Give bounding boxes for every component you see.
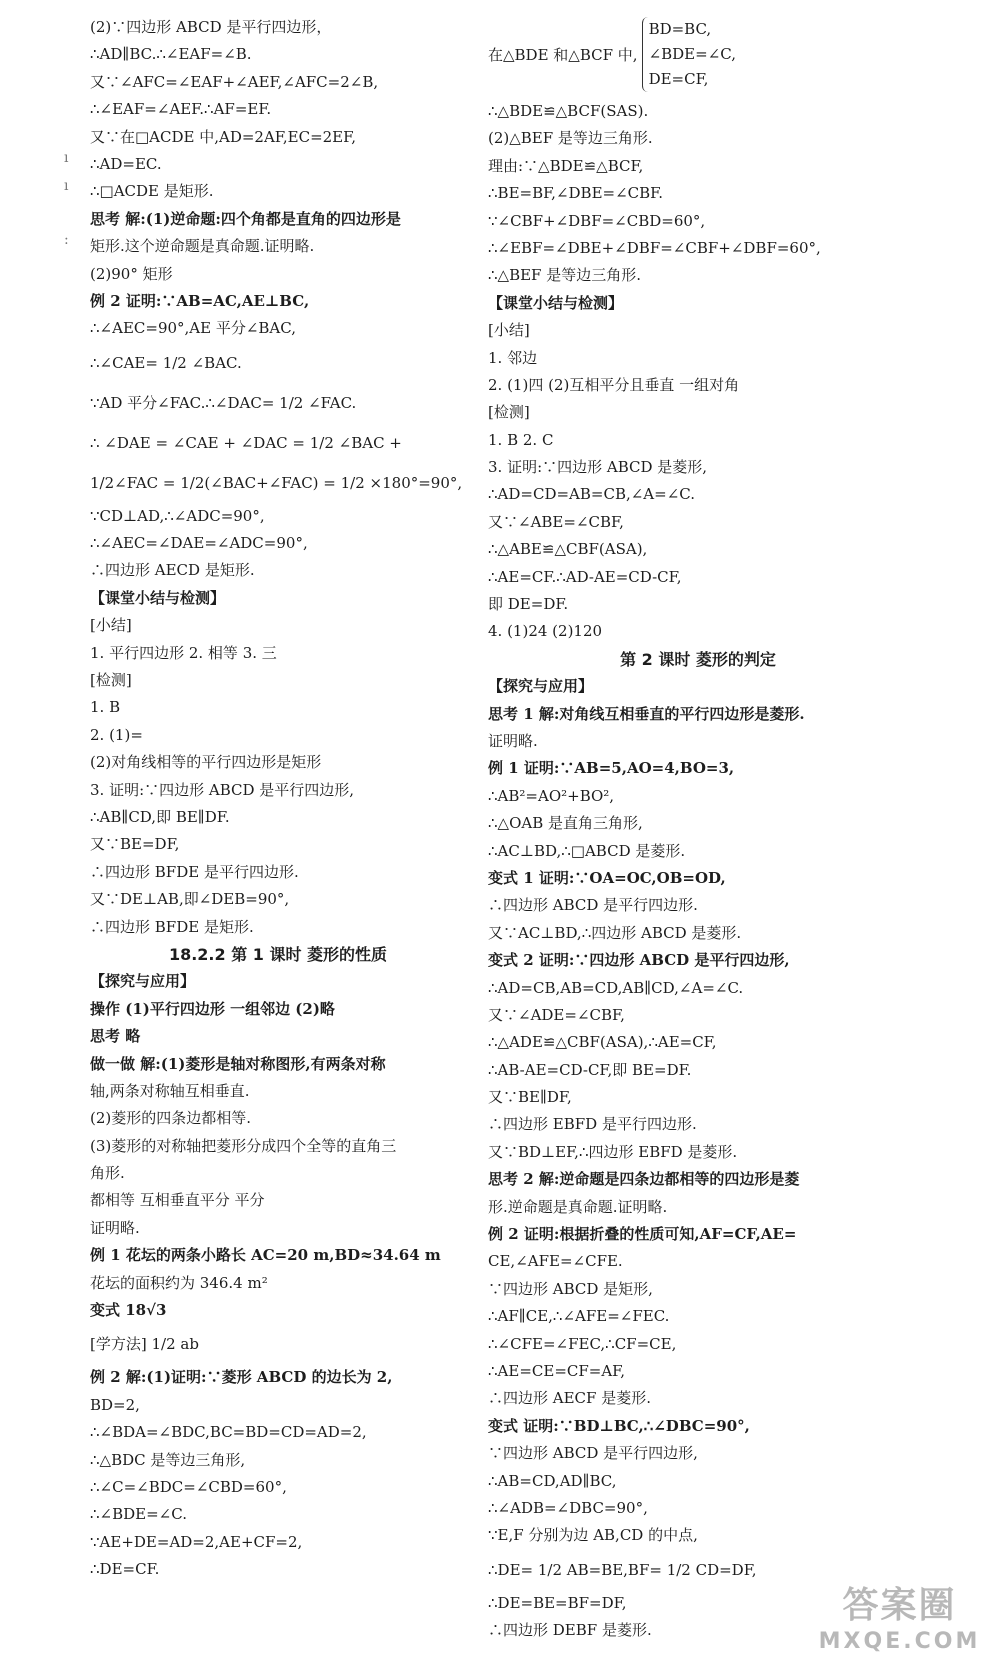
text-line: 【课堂小结与检测】: [488, 293, 624, 312]
text-line: 思考 解:(1)逆命题:四个角都是直角的四边形是: [90, 209, 401, 228]
text-line: 2. (1)=: [90, 725, 143, 744]
text-line: ∴DE=BE=BF=DF,: [488, 1593, 627, 1612]
text-line: ∴△ADE≌△CBF(ASA),∴AE=CF,: [488, 1033, 717, 1052]
text-line: 又∵BE∥DF,: [488, 1088, 572, 1107]
text-line: 操作 (1)平行四边形 一组邻边 (2)略: [90, 999, 335, 1018]
text-line: ∴□ACDE 是矩形.: [90, 182, 214, 201]
text-line: ∴AD∥BC.∴∠EAF=∠B.: [90, 45, 252, 64]
text-line: ∴AB=CD,AD∥BC,: [488, 1471, 617, 1490]
text-line: ∴ ∠DAE = ∠CAE + ∠DAC = 1/2 ∠BAC +: [90, 433, 402, 452]
text-line: ∵∠CBF+∠DBF=∠CBD=60°,: [488, 211, 706, 230]
right-column: [488, 14, 908, 1644]
text-line: (2)∵四边形 ABCD 是平行四边形，: [90, 18, 332, 36]
text-line: ∴AB²=AO²+BO²,: [488, 786, 615, 805]
text-line: [小结]: [488, 321, 530, 340]
text-line: ∴四边形 EBFD 是平行四边形.: [488, 1115, 697, 1134]
right-column-lines: [488, 98, 908, 1644]
text-line: 3. 证明:∵四边形 ABCD 是菱形,: [488, 458, 708, 477]
text-line: ∴AC⊥BD,∴□ABCD 是菱形.: [488, 841, 686, 860]
text-line: 理由:∵△BDE≌△BCF,: [488, 156, 644, 175]
text-line: ∴AD=CD=AB=CB,∠A=∠C.: [488, 485, 695, 504]
text-line: 又∵在□ACDE 中,AD=2AF,EC=2EF,: [90, 127, 356, 146]
text-line: 又∵DE⊥AB,即∠DEB=90°,: [90, 890, 290, 909]
text-line: 1. B: [90, 698, 121, 717]
text-line: [检测]: [90, 671, 132, 690]
brace-conditions: [642, 17, 736, 92]
text-line: ∴四边形 BFDE 是矩形.: [90, 917, 254, 936]
text-line: ∴四边形 AECD 是矩形.: [90, 561, 255, 580]
text-line: ∴AD=EC.: [90, 154, 162, 173]
text-line: 1. 邻边: [488, 348, 538, 367]
text-line: ∴∠CAE= 1/2 ∠BAC.: [90, 353, 242, 372]
text-line: CE,∠AFE=∠CFE.: [488, 1252, 623, 1271]
text-line: ∴∠EAF=∠AEF.∴AF=EF.: [90, 100, 272, 119]
text-line: 又∵∠ABE=∠CBF,: [488, 512, 624, 531]
text-line: [检测]: [488, 403, 530, 422]
brace-line: BD=BC,: [648, 19, 712, 38]
text-line: ∴∠AEC=∠DAE=∠ADC=90°,: [90, 534, 308, 553]
watermark-logo: [817, 1584, 982, 1664]
text-line: ∴∠EBF=∠DBE+∠DBF=∠CBF+∠DBF=60°,: [488, 238, 821, 257]
text-line: ∴四边形 ABCD 是平行四边形.: [488, 896, 698, 915]
text-line: (2)△BEF 是等边三角形.: [488, 129, 653, 148]
text-line: ∴∠AEC=90°,AE 平分∠BAC,: [90, 319, 296, 338]
text-line: ∴AB-AE=CD-CF,即 BE=DF.: [488, 1060, 692, 1079]
text-line: 例 2 证明:根据折叠的性质可知,AF=CF,AE=: [488, 1225, 797, 1244]
text-line: 例 2 证明:∵AB=AC,AE⊥BC,: [90, 291, 310, 310]
margin-mark: :: [64, 232, 69, 248]
text-line: 变式 18√3: [90, 1301, 167, 1320]
text-line: 18.2.2 第 1 课时 菱形的性质: [168, 944, 388, 964]
text-line: 思考 略: [90, 1027, 141, 1046]
text-line: 【探究与应用】: [488, 677, 594, 696]
text-line: 例 1 证明:∵AB=5,AO=4,BO=3,: [488, 759, 735, 778]
text-line: 思考 2 解:逆命题是四条边都相等的四边形是菱: [488, 1170, 800, 1189]
text-line: ∴AD=CB,AB=CD,AB∥CD,∠A=∠C.: [488, 978, 744, 997]
text-line: ∴AE=CE=CF=AF,: [488, 1361, 626, 1380]
margin-mark: ı: [64, 150, 69, 166]
text-line: [学方法] 1/2 ab: [90, 1335, 199, 1354]
text-line: ∴△BDC 是等边三角形,: [90, 1450, 246, 1469]
text-line: 例 1 花坛的两条小路长 AC=20 m,BD≈34.64 m: [90, 1246, 441, 1265]
text-line: ∴AE=CF.∴AD-AE=CD-CF,: [488, 567, 682, 586]
text-line: ∵四边形 ABCD 是平行四边形,: [488, 1444, 698, 1463]
text-line: ∴△BDE≌△BCF(SAS).: [488, 102, 649, 120]
text-line: 1. 平行四边形 2. 相等 3. 三: [90, 643, 277, 662]
text-line: 又∵∠AFC=∠EAF+∠AEF,∠AFC=2∠B,: [90, 72, 379, 91]
text-line: 又∵∠ADE=∠CBF,: [488, 1005, 625, 1024]
text-line: ∴四边形 BFDE 是平行四边形.: [90, 862, 299, 881]
text-line: 1. B 2. C: [488, 430, 554, 449]
text-line: 又∵BD⊥EF,∴四边形 EBFD 是菱形.: [488, 1142, 738, 1161]
text-line: 即 DE=DF.: [488, 595, 569, 614]
text-line: (2)90° 矩形: [90, 264, 173, 283]
text-line: 思考 1 解:对角线互相垂直的平行四边形是菱形.: [488, 704, 805, 723]
text-line: [小结]: [90, 616, 132, 635]
text-line: (3)菱形的对称轴把菱形分成四个全等的直角三: [90, 1136, 397, 1155]
text-line: 2. (1)四 (2)互相平分且垂直 一组对角: [488, 375, 740, 394]
text-line: ∴AF∥CE,∴∠AFE=∠FEC.: [488, 1307, 670, 1326]
text-line: (2)菱形的四条边都相等.: [90, 1109, 252, 1128]
brace-line: DE=CF,: [648, 69, 709, 88]
text-line: (2)对角线相等的平行四边形是矩形: [90, 753, 322, 772]
text-line: 【课堂小结与检测】: [90, 588, 226, 607]
text-line: 矩形.这个逆命题是真命题.证明略.: [90, 237, 315, 256]
text-line: ∴四边形 AECF 是菱形.: [488, 1389, 651, 1408]
brace-line: ∠BDE=∠C,: [648, 44, 736, 63]
text-line: 都相等 互相垂直平分 平分: [90, 1191, 265, 1210]
text-line: ∴四边形 DEBF 是菱形.: [488, 1621, 652, 1640]
text-line: ∴∠CFE=∠FEC,∴CF=CE,: [488, 1334, 677, 1353]
text-line: ∴∠ADB=∠DBC=90°,: [488, 1498, 648, 1517]
text-line: 证明略.: [90, 1218, 140, 1237]
margin-mark: ı: [64, 178, 69, 194]
watermark-title: 答案圈: [842, 1585, 957, 1626]
text-line: ∴△BEF 是等边三角形.: [488, 266, 641, 285]
text-line: 角形.: [90, 1164, 125, 1183]
text-line: 3. 证明:∵四边形 ABCD 是平行四边形,: [90, 780, 355, 799]
text-line: ∵CD⊥AD,∴∠ADC=90°,: [90, 506, 265, 525]
text-line: ∴AB∥CD,即 BE∥DF.: [90, 807, 230, 826]
text-line: ∴∠BDE=∠C.: [90, 1505, 187, 1524]
text-line: ∴△ABE≌△CBF(ASA),: [488, 540, 648, 559]
text-line: ∵AE+DE=AD=2,AE+CF=2,: [90, 1532, 303, 1551]
text-line: 又∵AC⊥BD,∴四边形 ABCD 是菱形.: [488, 923, 742, 942]
text-line: ∵E,F 分别为边 AB,CD 的中点,: [488, 1526, 698, 1545]
text-line: ∴DE= 1/2 AB=BE,BF= 1/2 CD=DF,: [488, 1560, 757, 1579]
text-line: 证明略.: [488, 731, 538, 750]
text-line: 变式 证明:∵BD⊥BC,∴∠DBC=90°,: [488, 1416, 750, 1435]
text-line: 例 2 解:(1)证明:∵菱形 ABCD 的边长为 2,: [90, 1368, 393, 1387]
text-line: 变式 1 证明:∵OA=OC,OB=OD,: [488, 868, 726, 887]
text-line: ∵四边形 ABCD 是矩形,: [488, 1279, 653, 1298]
text-line: 形.逆命题是真命题.证明略.: [488, 1197, 668, 1216]
text-line: 轴,两条对称轴互相垂直.: [90, 1081, 250, 1100]
text-line: 第 2 课时 菱形的判定: [620, 649, 776, 669]
text-line: ∵AD 平分∠FAC.∴∠DAC= 1/2 ∠FAC.: [90, 393, 357, 412]
text-line: 变式 2 证明:∵四边形 ABCD 是平行四边形,: [488, 951, 790, 970]
text-line: 花坛的面积约为 346.4 m²: [90, 1273, 268, 1292]
text-line: 又∵BE=DF,: [90, 835, 180, 854]
text-line: 1/2∠FAC = 1/2(∠BAC+∠FAC) = 1/2 ×180°=90°,: [90, 473, 463, 492]
brace-lead: 在△BDE 和△BCF 中,: [488, 45, 638, 64]
text-line: ∴BE=BF,∠DBE=∠CBF.: [488, 184, 663, 203]
text-line: ∴∠BDA=∠BDC,BC=BD=CD=AD=2,: [90, 1423, 367, 1442]
text-line: 做一做 解:(1)菱形是轴对称图形,有两条对称: [90, 1054, 386, 1073]
text-line: ∴∠C=∠BDC=∠CBD=60°,: [90, 1477, 287, 1496]
text-line: 【探究与应用】: [90, 972, 196, 991]
text-line: ∴△OAB 是直角三角形,: [488, 814, 643, 833]
left-column: [90, 14, 466, 1584]
text-line: ∴DE=CF.: [90, 1560, 160, 1579]
text-line: BD=2,: [90, 1395, 140, 1414]
text-line: 4. (1)24 (2)120: [488, 622, 603, 641]
watermark-url: MXQE.COM: [818, 1629, 981, 1654]
congruence-brace-block: [488, 14, 908, 94]
